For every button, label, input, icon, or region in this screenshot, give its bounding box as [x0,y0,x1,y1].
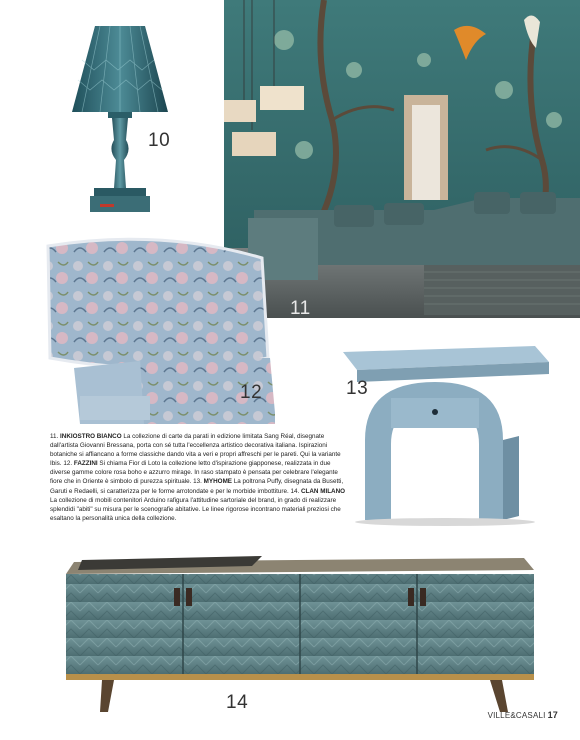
caption-14-number: 14. [290,487,300,495]
page-number: 17 [547,710,558,720]
table-lamp-image [60,20,180,230]
magazine-name: VILLE&CASALI [487,711,546,720]
bedside-table-image [335,340,555,530]
caption-13-body: La poltrona Puffy, disegnata da Busetti, Garuti e Redaelli, si caratterizza per le forme arrotondate e per le morbide imbottiture. [50,478,344,495]
caption-14-body: La collezione di mobili contenitori Arduino rafigura l'attitudine sartoriale del brand, in grado di realizzare splendidi "abiti" su misura per le scenografie abitative. Le linee rigorose incontrano materiali preziosi che esaltano la personalità unica della collezione. [50,496,341,522]
caption-14-brand: CLAN MILANO [300,487,346,495]
caption-12-brand: FAZZINI [73,460,98,468]
item-number-11: 11 [290,298,311,319]
caption-12-number: 12. [63,460,73,468]
caption-13-brand: MYHOME [203,478,233,486]
page-footer [488,710,558,720]
caption-12-body: Si chiama Fior di Loto la collezione letto d'ispirazione giapponese, realizzata in due diverse gamme colore rosa boho e azzurro mirage. In raso stampato è pensata per celebrare l'elegante fiore che in Oriente è simbolo di purezza spirituale. [50,460,338,486]
item-number-12: 12 [240,382,263,403]
captions-text [50,432,350,523]
item-number-13: 13 [346,378,369,399]
caption-11-number: 11. [50,433,59,440]
caption-11-brand: INKIOSTRO BIANCO [60,433,122,440]
caption-11-body: La collezione di carte da parati in edizione limitata Sang Réal, disegnate dall'artista Giovanni Bressana, porta con sé tutta l'eccellenza artistico decorativa italiana. Ispirazioni botaniche si affiancano a forme classiche dando vita a veri e propri affreschi per le pareti. Qui la variante Ibis. [50,433,341,468]
item-number-14: 14 [226,692,249,713]
item-number-10: 10 [148,130,171,151]
wallpaper-room-image [224,0,580,318]
caption-13-number: 13. [193,478,202,486]
sideboard-image [62,548,540,714]
